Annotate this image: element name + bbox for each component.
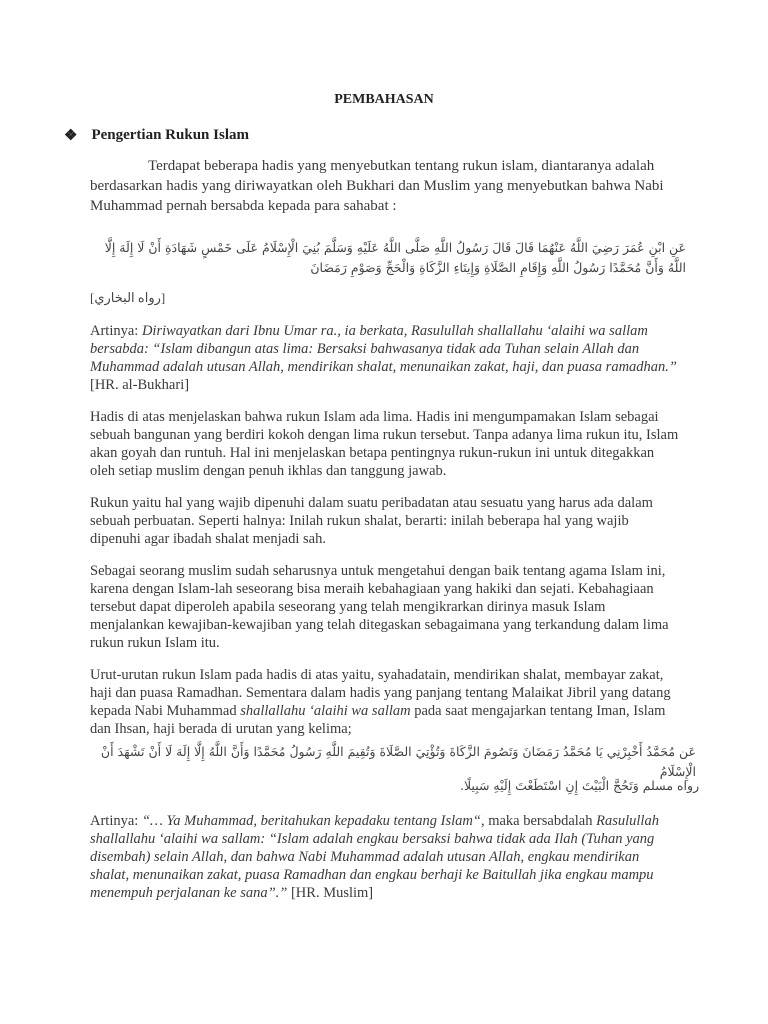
- intro-paragraph-text: Terdapat beberapa hadis yang menyebutkan tentang rukun islam, diantaranya adalah berdasarkan hadis yang diriwayatkan oleh Bukhari dan Muslim yang menyebutkan bahwa Nabi Muhammad pernah bersabda kepada para sahabat :: [90, 158, 664, 214]
- page-title: PEMBAHASAN: [334, 92, 434, 107]
- intro-paragraph: [90, 156, 680, 216]
- paragraph-urutan-a: Urut-urutan rukun Islam pada hadis di atas yaitu, syahadatain, mendirikan shalat, membayar zakat, haji dan puasa Ramadhan. Sementara dalam hadis yang panjang tentang Malaikat Jibril yang datang kepada Nabi Muhammad: [90, 667, 671, 719]
- translation-label: Artinya:: [90, 323, 142, 339]
- section-heading: [64, 126, 249, 145]
- translation-2: [90, 812, 680, 902]
- section-heading-text: Pengertian Rukun Islam: [91, 127, 249, 143]
- translation-1-source: [HR. al-Bukhari]: [90, 377, 190, 393]
- paragraph-urutan-italic: shallallahu ‘alaihi wa sallam: [240, 703, 411, 719]
- translation-2-source: [HR. Muslim]: [287, 885, 374, 901]
- diamond-bullet-icon: ❖: [64, 128, 78, 144]
- translation-1-text: Diriwayatkan dari Ibnu Umar ra., ia berkata, Rasulullah shallallahu ‘alaihi wa sallam bersabda: “Islam dibangun atas lima: Bersaksi bahwasanya tidak ada Tuhan selain Allah dan Muhammad adalah utusan Allah, mendirikan shalat, menunaikan zakat, haji, dan puasa ramadhan.”: [90, 323, 677, 375]
- paragraph-rukun: Rukun yaitu hal yang wajib dipenuhi dalam suatu peribadatan atau sesuatu yang harus ada dalam sebuah perbuatan. Seperti halnya: Inilah rukun shalat, berarti: inilah beberapa hal yang wajib dipenuhi agar ibadah shalat menjadi sah.: [90, 495, 653, 547]
- translation-2-text-a: “… Ya Muhammad, beritahukan kepadaku tentang Islam“: [141, 813, 481, 829]
- arabic-hadith-2-end: رواه مسلم وَتَحُجَّ الْبَيْتَ إِنِ اسْتَطَعْتَ إِلَيْهِ سَبِيلًا.: [460, 778, 700, 793]
- hadith-source-1: [رواه البخاري]: [90, 290, 166, 305]
- paragraph-sebagai: Sebagai seorang muslim sudah seharusnya untuk mengetahui dengan baik tentang agama Islam ini, karena dengan Islam-lah seseorang bisa meraih kebahagiaan yang hakiki dan sejati. Kebahagiaan tersebut dapat diperoleh apabila seseorang yang telah mengikrarkan dirinya masuk Islam menjalankan kewajiban-kewajiban yang telah ditegaskan sebagaimana yang terkandung dalam lima rukun rukun Islam itu.: [90, 563, 669, 651]
- translation-1: [90, 322, 680, 394]
- translation-2-text-b: Rasulullah shallallahu ‘alaihi wa sallam: “Islam adalah engkau bersaksi bahwa tidak ada Ilah (Tuhan yang disembah) selain Allah, dan bahwa Nabi Muhammad adalah utusan Allah, engkau mendirikan shalat, menunaikan zakat, puasa Ramadhan dan engkau berhaji ke Baitullah jika engkau mampu menempuh perjalanan ke sana”.”: [90, 813, 659, 901]
- arabic-hadith-1: عَنِ ابْنِ عُمَرَ رَضِيَ اللَّهُ عَنْهُمَا قَالَ قَالَ رَسُولُ اللَّهِ صَلَّى اللَّهُ عَلَيْهِ وَسَلَّمَ بُنِيَ الْإِسْلَامُ عَلَى خَمْسٍ شَهَادَةِ أَنْ لَا إِلَهَ إِلَّا اللَّهُ وَأَنَّ مُحَمَّدًا رَسُولُ اللَّهِ وَإِقَامِ الصَّلَاةِ وَإِيتَاءِ الزَّكَاةِ وَالْحَجِّ وَصَوْمِ رَمَضَانَ: [104, 240, 686, 275]
- arabic-hadith-2: عَن مُحَمَّدُ أَخْبِرْنِي يَا مُحَمَّدُ رَمَضَانَ وَتَصُومَ الزَّكَاةَ وَتُؤْتِيَ الصَّلَاةَ وَتُقِيمَ اللَّهِ رَسُولُ مُحَمَّدًا وَأَنَّ اللَّهُ إِلَّا إِلَهَ لَا أَنْ تَشْهَدَ أَنْ الْإِسْلَامُ: [100, 744, 696, 779]
- translation-2-mid: , maka bersabdalah: [480, 813, 597, 829]
- paragraph-urutan: [90, 666, 680, 738]
- paragraph-hadis: Hadis di atas menjelaskan bahwa rukun Islam ada lima. Hadis ini mengumpamakan Islam sebagai sebuah bangunan yang berdiri kokoh dengan lima rukun tersebut. Tanpa adanya lima rukun itu, Islam akan goyah dan runtuh. Hal ini menjelaskan betapa pentingnya rukun-rukun ini untuk ditegakkan oleh setiap muslim dengan penuh ikhlas dan tanggung jawab.: [90, 409, 679, 479]
- paragraph-urutan-b: pada saat mengajarkan tentang Iman, Islam dan Ihsan, haji berada di urutan yang kelima;: [90, 703, 666, 737]
- translation-2-label: Artinya:: [90, 813, 142, 829]
